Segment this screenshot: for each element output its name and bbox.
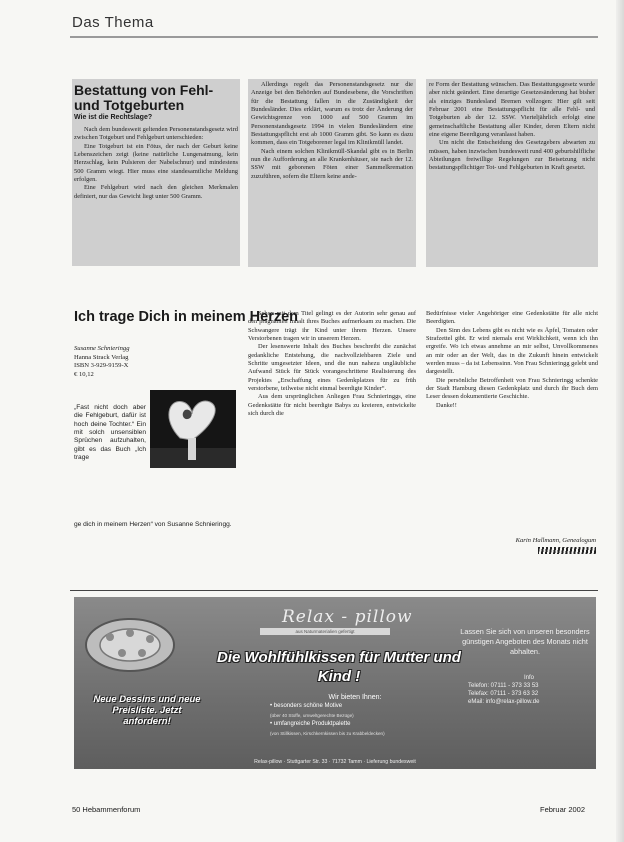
- ad-phone: Telefon: 07111 - 373 33 53: [468, 683, 539, 690]
- paragraph: Eine Totgeburt ist ein Fötus, der nach der Geburt keine Lebenszeichen zeigt (keine natürliche Lungenatmung, kein Herzschlag, kein Pulsieren der Nabelschnur) und mindestens 500 Gramm wiegt. Hier muss eine standesamtliche Meldung erfolgen.: [74, 142, 238, 184]
- paragraph: Allerdings regelt das Personenstandsgesetz nur die Anzeige bei den Behörden auf Bundesebene, die Vorschriften für die Bestattung fallen in die Zuständigkeit der Bundesländer. Dies erklärt, warum es trotz der Änderung der Gewichtsgrenze von 1000 auf 500 Gramm im Personenstandsgesetz 1994 in vielen Bundesländern eine Bestattungspflicht erst ab 1000 Gramm gibt. So kann es dazu kommen, dass ein Totgeborener legal im Klinikmüll landet.: [251, 81, 413, 147]
- end-mark: [538, 547, 596, 554]
- ad-email[interactable]: eMail: info@relax-pillow.de: [468, 699, 540, 706]
- book-isbn: ISBN 3-929-9159-X: [74, 362, 129, 370]
- ad-footer: Relax-pillow · Stuttgarter Str. 33 · 71732 Tamm · Lieferung bundesweit: [254, 759, 416, 765]
- ad-contact: [460, 674, 590, 706]
- advertisement[interactable]: [74, 597, 596, 769]
- book-price: € 10,12: [74, 370, 94, 378]
- ad-contact-label: Info: [523, 675, 534, 682]
- header-rule: [70, 36, 598, 38]
- paragraph: Nach dem bundesweit geltenden Personenstandsgesetz wird zwischen Totgeburt und Fehlgeburt unterschieden:: [74, 126, 238, 142]
- box-column-1: [74, 126, 238, 266]
- book-publisher: Hanna Strack Verlag: [74, 353, 129, 361]
- ad-tagline: aus Naturmaterialien gefertigt: [260, 628, 390, 635]
- review-quote-end: ge dich in meinem Herzen“ von Susanne Schnieringg.: [74, 521, 232, 528]
- ad-right-panel: [460, 627, 590, 706]
- box-column-2: [248, 79, 416, 267]
- ad-monthly-offer: Lassen Sie sich von unseren besonders günstigen Angeboten des Monats nicht abhalten.: [460, 627, 590, 656]
- box-column-3: [426, 79, 598, 267]
- ad-offer-heading: Wir bieten Ihnen:: [328, 694, 382, 701]
- ad-promo: Neue Dessins und neue Preisliste. Jetzt anfordern!: [93, 694, 201, 727]
- ad-headline: Die Wohlfühlkissen für Mutter und Kind !: [217, 649, 461, 685]
- paragraph: Eine Fehlgeburt wird nach den gleichen Merkmalen definiert, nur das Gewicht liegt unter 500 Gramm.: [74, 184, 238, 200]
- page-footer-left: 50 Hebammenforum: [72, 805, 141, 814]
- memorial-photo: [150, 390, 236, 468]
- review-column-2: [248, 310, 416, 568]
- ad-offer-note: (über 40 Stoffe, umweltgerechte Bezüge): [270, 713, 354, 718]
- ad-offer-list: [270, 693, 440, 738]
- ad-brand: Relax - pillow: [282, 607, 413, 627]
- pillow-illustration: [80, 607, 180, 677]
- ad-offer-note: (von Stillkissen, Kirschkernkissen bis zu Krabbeldecken): [270, 731, 385, 736]
- box-title: Bestattung von Fehl- und Totgeburten: [74, 82, 214, 113]
- ad-fax: Telefax: 07111 - 373 63 32: [468, 691, 539, 698]
- paragraph: Die persönliche Betroffenheit von Frau Schnieringg schenkte der Stadt Hamburg diesen Gedenkplatz und durch ihr Buch dem Leser dessen dokumentierte Geschichte.: [426, 376, 598, 401]
- page-footer-right: Februar 2002: [540, 805, 586, 814]
- section-title: Das Thema: [72, 14, 154, 31]
- paragraph: Aus dem ursprünglichen Anliegen Frau Schnieringgs, eine Gedenkstätte für nicht beerdigte Babys zu kreieren, entwickelte sich durch die: [248, 393, 416, 418]
- paragraph: Bedürfnisse vieler Angehöriger eine Gedenkstätte für alle nicht Beerdigten.: [426, 310, 598, 326]
- page-edge-shadow: [616, 0, 624, 842]
- review-byline: Karin Hallmann, Genealogum: [515, 537, 596, 544]
- paragraph: Den Sinn des Lebens gibt es nicht wie es Äpfel, Tomaten oder Strafzettel gibt. Er wird niemals erst Wirklichkeit, wenn ich ihn ergreife. Wo ich etwas annehme an mir selbst, Unvollkommenes an mir oder an der Welt, das in die Zukunft hinein entwickelt werden muss – da ist Lebenssinn. Von Frau Schnieringg gelebt und dargestellt.: [426, 326, 598, 376]
- paragraph: Nach einem solchen Klinikmüll-Skandal gibt es in Berlin nun die Aufforderung an alle Krankenhäuser, sie nach der 12. SSW mit geborenen Föten einer Sammelkremation zuzuführen, sofern die Eltern keine ande-: [251, 147, 413, 180]
- paragraph: Um nicht die Entscheidung des Gesetzgebers abwarten zu müssen, haben inzwischen bundesweit rund 400 geburtshilfliche Abteilungen freiwillige Regelungen zur Beisetzung nicht bestattungspflichtiger Tot- und Fehlgeburten in Kraft gesetzt.: [429, 139, 595, 172]
- book-details: [74, 345, 174, 379]
- ad-divider: [70, 590, 598, 591]
- review-column-3: [426, 310, 598, 526]
- book-author: Susanne Schnieringg: [74, 345, 130, 352]
- ad-offer-item: • besonders schöne Motive: [270, 703, 343, 709]
- ad-offer-item: • umfangreiche Produktpalette: [270, 721, 351, 727]
- paragraph: Danke!!: [436, 401, 457, 409]
- box-subtitle: Wie ist die Rechtslage?: [74, 114, 153, 121]
- paragraph: re Form der Bestattung wünschen. Das Bestattungsgesetz wurde aber nicht geändert. Eine derartige Gesetzesänderung hat bisher als einziges Bundesland Bremen vollzogen: Hier gilt seit Februar 2001 eine Bestattungspflicht für alle Fehl- und Totgeburten ab der 12. SSW. Vierteljährlich erfolgt eine gemeinschaftliche Bestattung aller Kinder, deren Eltern nicht eine eigene Beerdigung veranlasst haben.: [429, 81, 595, 139]
- review-title: Ich trage Dich in meinem Herzen: [74, 309, 299, 325]
- paragraph: Schon mit dem Titel gelingt es der Autorin sehr genau auf den prägnanten Inhalt ihres Buches aufmerksam zu machen. Die Schwangere trägt ihr Kind unter ihrem Herzen. Unsere Verstorbenen tragen wir in unserem Herzen.: [248, 310, 416, 343]
- paragraph: Der lesenswerte Inhalt des Buches beschreibt die zunächst gedankliche Entstehung, die nachvollziehbaren Ziele und Schritte umgesetzter Ideen, und die nun nahezu ungläubliche Aufwand Stück für Stück vorangeschrittene Realisierung des Projektes „Erschaffung eines Gedenkplatzes für zu früh verstorbene, teilweise nicht einmal beerdigte Kinder“.: [248, 343, 416, 393]
- review-quote: „Fast nicht doch aber die Fehlgeburt, dafür ist hoch deine Tochter.“ Ein mit solch unsensiblen Sprüchen aufzuhalten, gibt es das Buch „Ich trage: [74, 404, 146, 462]
